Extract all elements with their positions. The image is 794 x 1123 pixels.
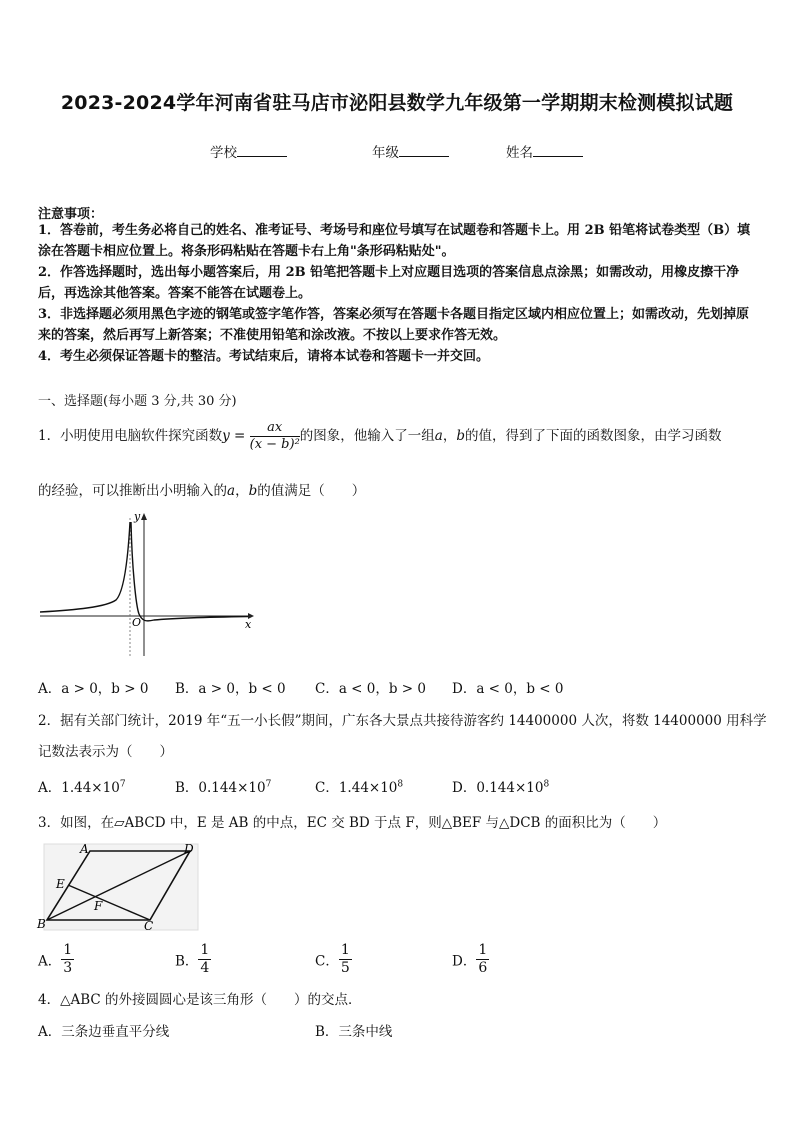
q1-text3: 的值，得到了下面的函数图象，由学习函数 — [465, 428, 722, 444]
q3-option-b[interactable] — [175, 942, 211, 977]
q2-option-b[interactable] — [175, 776, 271, 796]
left-branch — [40, 522, 130, 612]
q3-option-d[interactable] — [452, 942, 489, 977]
q3-option-d-label: D． — [452, 953, 477, 970]
question-2-line1: 2．据有关部门统计，2019 年“五一小长假”期间，广东各大景点共接待游客约 14400000 人次，将数 14400000 用科学 — [38, 713, 767, 729]
q2-option-c-exp: 8 — [397, 779, 404, 790]
grade-label: 年级 — [372, 145, 399, 161]
point-e-label: E — [56, 877, 65, 891]
q2-option-b-value: 0.144×10 — [198, 780, 266, 796]
right-branch — [131, 522, 248, 621]
q2-option-c-value: 1.44×10 — [338, 780, 398, 796]
note-item: 1．答卷前，考生务必将自己的姓名、准考证号、考场号和座位号填写在试题卷和答题卡上。用 2B 铅笔将试卷类型（B）填涂在答题卡相应位置上。将条形码粘贴在答题卡右上角"条形码粘贴处"。 — [38, 223, 751, 259]
q2-option-a-exp: 7 — [119, 779, 126, 790]
q3-option-c-den: 5 — [340, 960, 350, 976]
vertex-a-label: A — [80, 842, 89, 856]
q3-option-a[interactable] — [38, 942, 74, 977]
q2-option-b-label: B． — [175, 780, 199, 796]
q3-option-d-fraction — [476, 942, 489, 977]
q2-option-c-label: C． — [315, 780, 339, 796]
q1-option-d[interactable]: D．a < 0，b < 0 — [452, 681, 564, 697]
q3-option-b-den: 4 — [200, 960, 210, 976]
q1-option-a[interactable]: A．a > 0，b > 0 — [38, 681, 149, 697]
q1-var-a: a — [434, 428, 443, 444]
school-label: 学校 — [210, 145, 237, 161]
y-label: y — [134, 510, 141, 523]
q1-var-b2: b — [248, 483, 258, 499]
q3-option-c[interactable] — [315, 942, 352, 977]
question-2-line2: 记数法表示为（ ） — [38, 744, 173, 760]
name-blank — [533, 144, 583, 157]
y-axis-arrow — [141, 513, 147, 520]
q3-option-d-num: 1 — [478, 942, 488, 958]
q3-option-a-num: 1 — [63, 942, 73, 958]
page-title: 2023-2024学年河南省驻马店市泌阳县数学九年级第一学期期末检测模拟试题 — [60, 92, 734, 114]
q4-option-a[interactable]: A．三条边垂直平分线 — [38, 1024, 170, 1040]
q3-option-c-fraction — [339, 942, 352, 977]
q1-option-b[interactable]: B．a > 0，b < 0 — [175, 681, 286, 697]
q1-func-lhs: y = — [222, 428, 246, 444]
q1-function-graph — [36, 508, 256, 663]
q1-sep: ， — [442, 428, 457, 444]
point-f-label: F — [94, 899, 103, 913]
q3-option-a-den: 3 — [63, 960, 73, 976]
q3-option-a-label: A． — [38, 953, 62, 970]
section-heading: 一、选择题(每小题 3 分,共 30 分) — [38, 394, 237, 409]
q3-option-c-label: C． — [315, 953, 339, 970]
q1-text2: 的图象，他输入了一组 — [299, 428, 435, 444]
note-item: 3．非选择题必须用黑色字迹的钢笔或签字笔作答，答案必须写在答题卡各题目指定区域内相应位置上；如需改动，先划掉原来的答案，然后再写上新答案；不准使用铅笔和涂改液。不按以上要求作答无效。 — [38, 307, 750, 343]
q2-option-a-label: A． — [38, 780, 62, 796]
q3-parallelogram-figure — [34, 838, 204, 934]
origin-label: O — [132, 616, 142, 629]
vertex-d-label: D — [184, 842, 194, 856]
q3-option-a-fraction — [61, 942, 74, 977]
q1-var-a2: a — [227, 483, 236, 499]
q2-option-b-exp: 7 — [265, 779, 272, 790]
question-1-line2 — [38, 479, 365, 499]
note-item: 2．作答选择题时，选出每小题答案后，用 2B 铅笔把答题卡上对应题目选项的答案信息点涂黑；如需改动，用橡皮擦干净后，再选涂其他答案。答案不能答在试题卷上。 — [38, 265, 740, 301]
q3-option-c-num: 1 — [340, 942, 350, 958]
x-label: x — [245, 618, 252, 631]
q1-fraction-den: (x − b)² — [249, 437, 300, 452]
question-4-text: 4．△ABC 的外接圆圆心是该三角形（ ）的交点． — [38, 992, 362, 1008]
q1-sep2: ， — [235, 483, 249, 499]
name-label: 姓名 — [506, 145, 533, 161]
note-item: 4．考生必须保证答题卡的整洁。考试结束后，请将本试卷和答题卡一并交回。 — [38, 349, 490, 364]
q2-option-d-exp: 8 — [543, 779, 550, 790]
q1-option-c[interactable]: C．a < 0，b > 0 — [315, 681, 426, 697]
q3-option-b-fraction — [198, 942, 211, 977]
school-blank — [237, 144, 287, 157]
school-field — [210, 141, 287, 161]
q1-text: 1．小明使用电脑软件探究函数 — [38, 428, 223, 444]
vertex-b-label: B — [37, 917, 46, 931]
question-3-text: 3．如图，在▱ABCD 中，E 是 AB 的中点，EC 交 BD 于点 F，则△BEF 与△DCB 的面积比为（ ） — [38, 815, 667, 831]
q2-option-d[interactable] — [452, 776, 549, 796]
q1-fraction-num: ax — [250, 420, 300, 437]
q4-option-b[interactable]: B．三条中线 — [315, 1024, 393, 1040]
q3-option-b-num: 1 — [200, 942, 210, 958]
q3-option-d-den: 6 — [478, 960, 488, 976]
vertex-c-label: C — [144, 919, 154, 933]
q2-option-d-value: 0.144×10 — [476, 780, 544, 796]
q1-fraction — [250, 420, 300, 453]
q2-option-a[interactable] — [38, 776, 126, 796]
name-field — [506, 141, 583, 161]
q2-option-a-value: 1.44×10 — [61, 780, 120, 796]
q2-option-d-label: D． — [452, 780, 477, 796]
q2-option-c[interactable] — [315, 776, 403, 796]
grade-blank — [399, 144, 449, 157]
q1-line2-end: 的值满足（ ） — [257, 483, 366, 499]
notes-heading: 注意事项： — [38, 207, 104, 222]
question-1-line1 — [38, 420, 722, 453]
grade-field — [372, 141, 449, 161]
q1-var-b: b — [456, 428, 466, 444]
q1-line2-text: 的经验，可以推断出小明输入的 — [38, 483, 227, 499]
q3-option-b-label: B． — [175, 953, 199, 970]
